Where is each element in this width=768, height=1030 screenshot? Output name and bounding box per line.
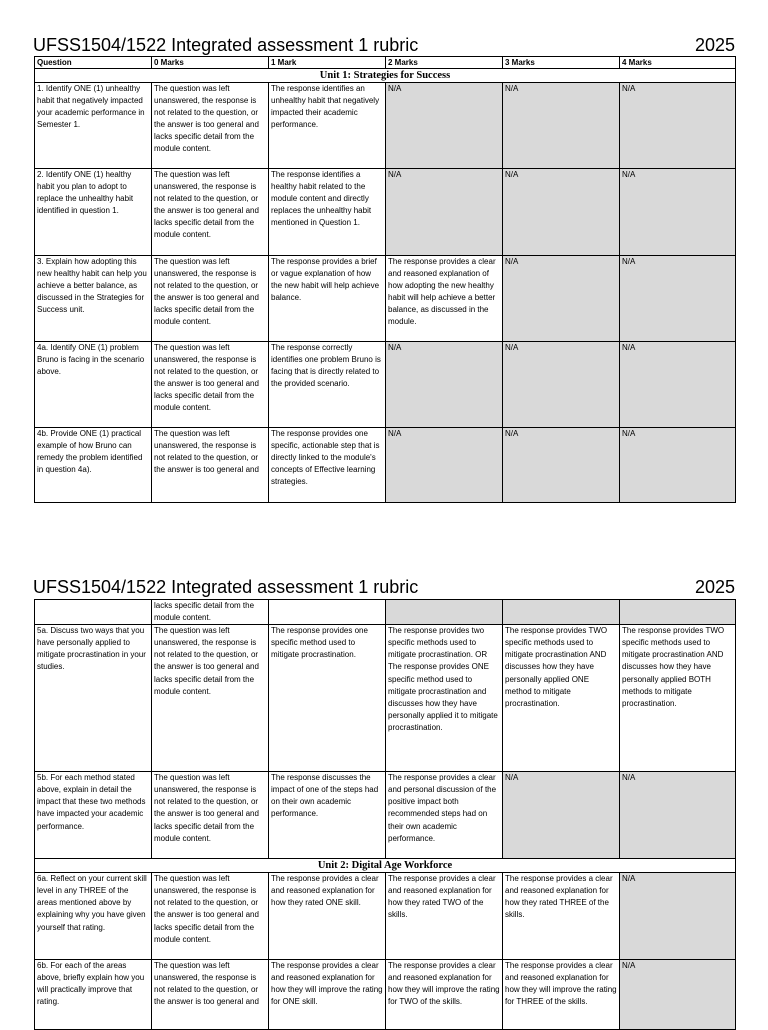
- question-cell: 3. Explain how adopting this new healthy habit can help you achieve a better balance, as discussed in the Strategies for Success unit.: [35, 256, 152, 342]
- page-title: UFSS1504/1522 Integrated assessment 1 rubric: [33, 577, 419, 597]
- marks-1-cell: The response provides one specific, actionable step that is directly linked to the module's concepts of Effective learning strategies.: [269, 428, 386, 503]
- column-header: 3 Marks: [503, 57, 620, 69]
- question-cell: 1. Identify ONE (1) unhealthy habit that negatively impacted your academic performance in Semester 1.: [35, 83, 152, 169]
- table-row: [35, 169, 736, 256]
- marks-0-cell: The question was left unanswered, the response is not related to the question, or the answer is too general and lacks specific detail from the module content.: [152, 772, 269, 859]
- marks-0-cell: The question was left unanswered, the response is not related to the question, or the answer is too general and: [152, 428, 269, 503]
- marks-4-cell: N/A: [620, 83, 736, 169]
- column-header: 1 Mark: [269, 57, 386, 69]
- marks-2-cell: The response provides two specific methods used to mitigate procrastination. OR The response provides ONE specific method used to mitigate procrastination and discusses how they have personally applied it to mitigate procrastination.: [386, 625, 503, 772]
- table-row: [35, 83, 736, 169]
- marks-1-cell: The response provides a clear and reasoned explanation for how they will improve the rating for ONE skill.: [269, 960, 386, 1030]
- column-header: 2 Marks: [386, 57, 503, 69]
- marks-4-cell: [620, 600, 736, 625]
- question-cell: 5a. Discuss two ways that you have personally applied to mitigate procrastination in your studies.: [35, 625, 152, 772]
- unit-row: [35, 859, 736, 873]
- marks-0-cell: The question was left unanswered, the response is not related to the question, or the answer is too general and lacks specific detail from the module content.: [152, 342, 269, 428]
- marks-3-cell: N/A: [503, 169, 620, 256]
- marks-1-cell: The response provides a brief or vague explanation of how the new habit will help achieve balance.: [269, 256, 386, 342]
- marks-4-cell: N/A: [620, 772, 736, 859]
- marks-2-cell: N/A: [386, 342, 503, 428]
- marks-1-cell: The response discusses the impact of one of the steps had on their own academic performance.: [269, 772, 386, 859]
- question-cell: 6b. For each of the areas above, briefly explain how you will practically improve that rating.: [35, 960, 152, 1030]
- table-row: [35, 428, 736, 503]
- table-row: [35, 960, 736, 1030]
- marks-3-cell: N/A: [503, 256, 620, 342]
- question-cell: 5b. For each method stated above, explain in detail the impact that these two methods have impacted your academic performance.: [35, 772, 152, 859]
- marks-0-cell: The question was left unanswered, the response is not related to the question, or the answer is too general and lacks specific detail from the module content.: [152, 83, 269, 169]
- marks-3-cell: [503, 600, 620, 625]
- rubric-table: [34, 599, 736, 1030]
- marks-0-cell: The question was left unanswered, the response is not related to the question, or the answer is too general and: [152, 960, 269, 1030]
- table-row: [35, 772, 736, 859]
- table-row: [35, 256, 736, 342]
- marks-0-cell: The question was left unanswered, the response is not related to the question, or the answer is too general and lacks specific detail from the module content.: [152, 873, 269, 960]
- question-cell: [35, 600, 152, 625]
- marks-3-cell: N/A: [503, 83, 620, 169]
- marks-1-cell: The response correctly identifies one problem Bruno is facing that is directly related to the provided scenario.: [269, 342, 386, 428]
- marks-1-cell: The response identifies an unhealthy habit that negatively impacted their academic performance.: [269, 83, 386, 169]
- marks-4-cell: N/A: [620, 428, 736, 503]
- header-row: [35, 57, 736, 69]
- marks-2-cell: The response provides a clear and reasoned explanation of how adopting the new healthy habit will help achieve a better balance, as discussed in the module.: [386, 256, 503, 342]
- marks-0-cell: lacks specific detail from the module content.: [152, 600, 269, 625]
- question-cell: 4a. Identify ONE (1) problem Bruno is facing in the scenario above.: [35, 342, 152, 428]
- table-row: [35, 342, 736, 428]
- marks-2-cell: N/A: [386, 83, 503, 169]
- marks-3-cell: The response provides TWO specific methods used to mitigate procrastination AND discusses how they have personally applied ONE method to mitigate procrastination.: [503, 625, 620, 772]
- marks-0-cell: The question was left unanswered, the response is not related to the question, or the answer is too general and lacks specific detail from the module content.: [152, 169, 269, 256]
- marks-2-cell: N/A: [386, 428, 503, 503]
- column-header: Question: [35, 57, 152, 69]
- marks-4-cell: N/A: [620, 960, 736, 1030]
- marks-2-cell: The response provides a clear and reasoned explanation for how they rated TWO of the skills.: [386, 873, 503, 960]
- unit-row: [35, 69, 736, 83]
- marks-3-cell: N/A: [503, 428, 620, 503]
- page-year: 2025: [694, 577, 735, 597]
- column-header: 4 Marks: [620, 57, 736, 69]
- marks-2-cell: [386, 600, 503, 625]
- page-title: UFSS1504/1522 Integrated assessment 1 rubric: [33, 35, 419, 55]
- marks-2-cell: The response provides a clear and reasoned explanation for how they will improve the rating for TWO of the skills.: [386, 960, 503, 1030]
- question-cell: 6a. Reflect on your current skill level in any THREE of the areas mentioned above by explaining why you have given yourself that rating.: [35, 873, 152, 960]
- marks-1-cell: The response identifies a healthy habit related to the module content and directly replaces the unhealthy habit mentioned in Question 1.: [269, 169, 386, 256]
- table-row: [35, 873, 736, 960]
- page-year: 2025: [694, 35, 735, 55]
- marks-4-cell: N/A: [620, 169, 736, 256]
- marks-3-cell: N/A: [503, 342, 620, 428]
- marks-4-cell: N/A: [620, 873, 736, 960]
- marks-0-cell: The question was left unanswered, the response is not related to the question, or the answer is too general and lacks specific detail from the module content.: [152, 256, 269, 342]
- marks-3-cell: The response provides a clear and reasoned explanation for how they will improve the rating for THREE of the skills.: [503, 960, 620, 1030]
- marks-3-cell: N/A: [503, 772, 620, 859]
- unit-heading: Unit 1: Strategies for Success: [35, 69, 736, 83]
- marks-1-cell: [269, 600, 386, 625]
- marks-4-cell: N/A: [620, 342, 736, 428]
- marks-4-cell: N/A: [620, 256, 736, 342]
- marks-1-cell: The response provides one specific method used to mitigate procrastination.: [269, 625, 386, 772]
- marks-0-cell: The question was left unanswered, the response is not related to the question, or the answer is too general and lacks specific detail from the module content.: [152, 625, 269, 772]
- column-header: 0 Marks: [152, 57, 269, 69]
- marks-2-cell: The response provides a clear and personal discussion of the positive impact both recommended steps had on their own academic performance.: [386, 772, 503, 859]
- rubric-table: [34, 56, 736, 503]
- unit-heading: Unit 2: Digital Age Workforce: [35, 859, 736, 873]
- marks-2-cell: N/A: [386, 169, 503, 256]
- continuation-row: [35, 600, 736, 625]
- marks-3-cell: The response provides a clear and reasoned explanation for how they rated THREE of the skills.: [503, 873, 620, 960]
- table-row: [35, 625, 736, 772]
- marks-4-cell: The response provides TWO specific methods used to mitigate procrastination AND discusses how they have personally applied BOTH methods to mitigate procrastination.: [620, 625, 736, 772]
- question-cell: 4b. Provide ONE (1) practical example of how Bruno can remedy the problem identified in question 4a).: [35, 428, 152, 503]
- marks-1-cell: The response provides a clear and reasoned explanation for how they rated ONE skill.: [269, 873, 386, 960]
- question-cell: 2. Identify ONE (1) healthy habit you plan to adopt to replace the unhealthy habit identified in question 1.: [35, 169, 152, 256]
